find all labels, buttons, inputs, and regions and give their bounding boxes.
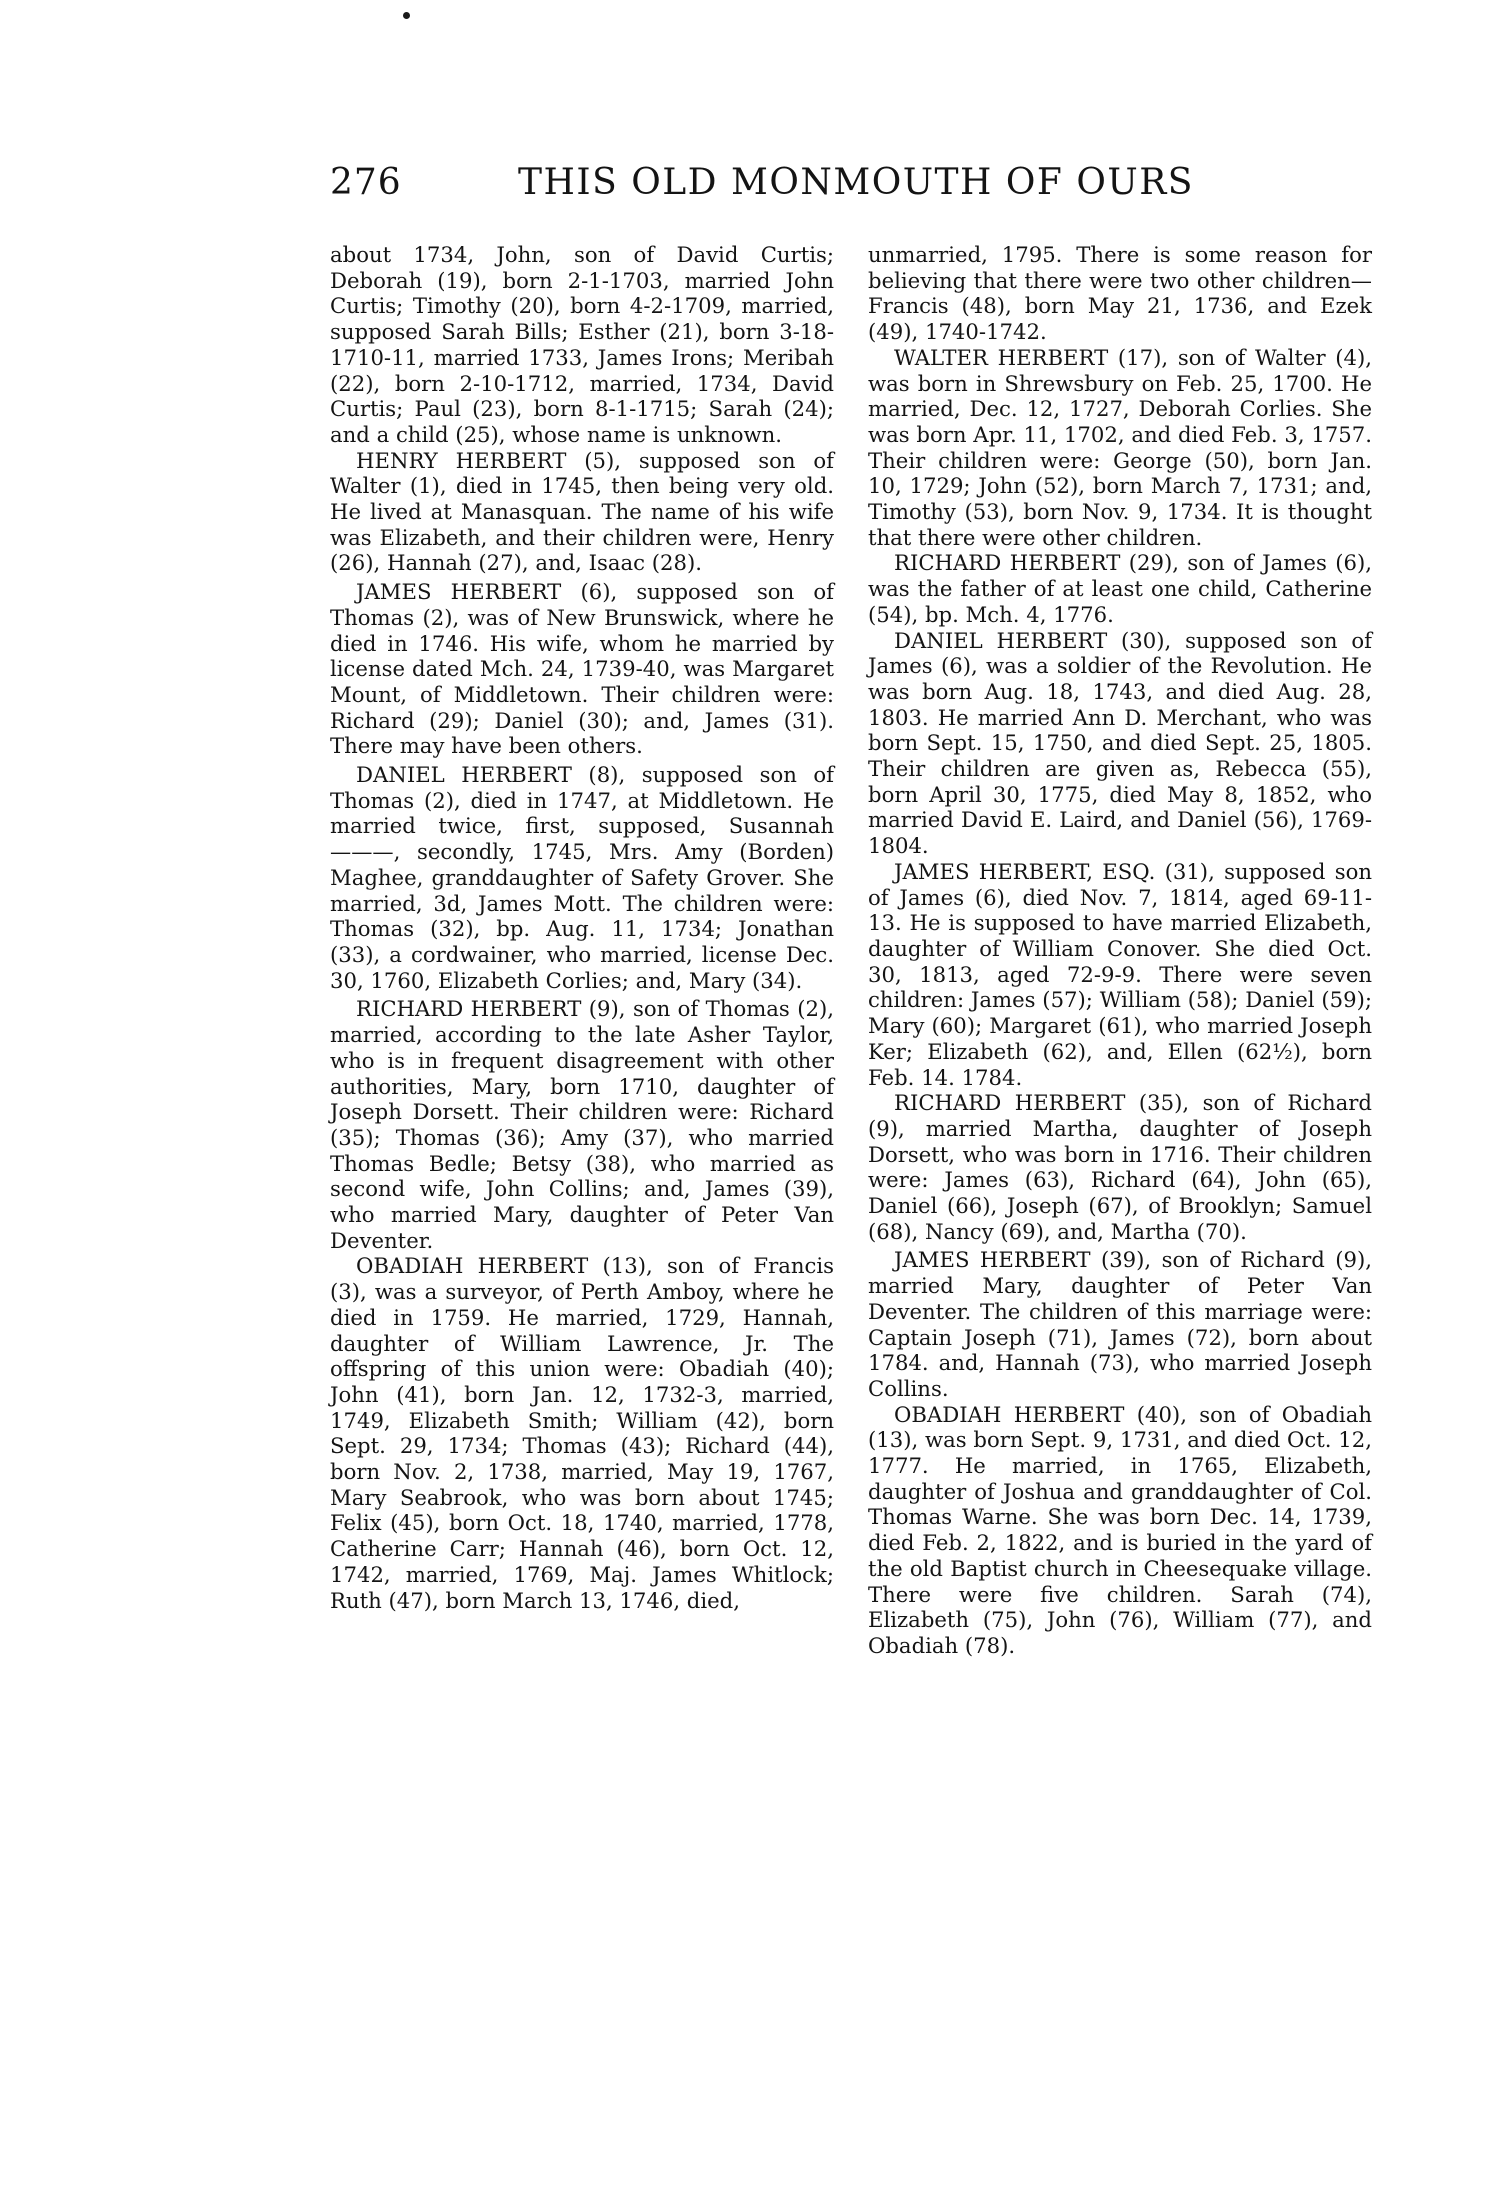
paragraph-ruth-continuation: unmarried, 1795. There is some reason for believing that there were two other children—Francis (48), born May 21, 1736, and Ezek (49), 1740-1742. (868, 242, 1372, 345)
paragraph-james-herbert-31: JAMES HERBERT, ESQ. (31), supposed son of James (6), died Nov. 7, 1814, aged 69-11-13. He is supposed to have married Elizabeth, daughter of William Conover. She died Oct. 30, 1813, aged 72-9-9. There were seven children: James (57); William (58); Daniel (59); Mary (60); Margaret (61), who married Joseph Ker; Elizabeth (62), and, Ellen (62½), born Feb. 14. 1784. (868, 858, 1372, 1090)
paragraph-james-herbert-39: JAMES HERBERT (39), son of Richard (9), married Mary, daughter of Peter Van Deventer. The children of this marriage were: Captain Joseph (71), James (72), born about 1784. and, Hannah (73), who married Joseph Collins. (868, 1247, 1372, 1401)
paragraph-henry-herbert-5: HENRY HERBERT (5), supposed son of Walter (1), died in 1745, then being very old. He lived at Manasquan. The name of his wife was Elizabeth, and their children were, Henry (26), Hannah (27), and, Isaac (28). (330, 447, 834, 576)
paragraph-curtis-continuation: about 1734, John, son of David Curtis; Deborah (19), born 2-1-1703, married John Curtis; Timothy (20), born 4-2-1709, married, supposed Sarah Bills; Esther (21), born 3-18-1710-11, married 1733, James Irons; Meribah (22), born 2-10-1712, married, 1734, David Curtis; Paul (23), born 8-1-1715; Sarah (24); and a child (25), whose name is unknown. (330, 242, 834, 447)
ink-speck (403, 12, 410, 19)
paragraph-richard-herbert-35: RICHARD HERBERT (35), son of Richard (9), married Martha, daughter of Joseph Dorsett, who was born in 1716. Their children were: James (63), Richard (64), John (65), Daniel (66), Joseph (67), of Brooklyn; Samuel (68), Nancy (69), and, Martha (70). (868, 1090, 1372, 1244)
paragraph-walter-herbert-17: WALTER HERBERT (17), son of Walter (4), was born in Shrewsbury on Feb. 25, 1700. He married, Dec. 12, 1727, Deborah Corlies. She was born Apr. 11, 1702, and died Feb. 3, 1757. Their children were: George (50), born Jan. 10, 1729; John (52), born March 7, 1731; and, Timothy (53), born Nov. 9, 1734. It is thought that there were other children. (868, 344, 1372, 550)
left-column (330, 242, 834, 1613)
paragraph-james-herbert-6: JAMES HERBERT (6), supposed son of Thomas (2), was of New Brunswick, where he died in 1746. His wife, whom he married by license dated Mch. 24, 1739-40, was Margaret Mount, of Middletown. Their children were: Richard (29); Daniel (30); and, James (31). There may have been others. (330, 579, 834, 759)
page-header (330, 162, 1380, 212)
running-title: THIS OLD MONMOUTH OF OURS (518, 162, 1194, 203)
paragraph-richard-herbert-9: RICHARD HERBERT (9), son of Thomas (2), married, according to the late Asher Taylor, who is in frequent disagreement with other authorities, Mary, born 1710, daughter of Joseph Dorsett. Their children were: Richard (35); Thomas (36); Amy (37), who married Thomas Bedle; Betsy (38), who married as second wife, John Collins; and, James (39), who married Mary, daughter of Peter Van Deventer. (330, 996, 834, 1253)
paragraph-obadiah-herbert-40: OBADIAH HERBERT (40), son of Obadiah (13), was born Sept. 9, 1731, and died Oct. 12, 1777. He married, in 1765, Elizabeth, daughter of Joshua and granddaughter of Col. Thomas Warne. She was born Dec. 14, 1739, died Feb. 2, 1822, and is buried in the yard of the old Baptist church in Cheesequake village. There were five children. Sarah (74), Elizabeth (75), John (76), William (77), and Obadiah (78). (868, 1401, 1372, 1658)
paragraph-daniel-herbert-8: DANIEL HERBERT (8), supposed son of Thomas (2), died in 1747, at Middletown. He married twice, first, supposed, Susannah ———, secondly, 1745, Mrs. Amy (Borden) Maghee, granddaughter of Safety Grover. She married, 3d, James Mott. The children were: Thomas (32), bp. Aug. 11, 1734; Jonathan (33), a cordwainer, who married, license Dec. 30, 1760, Elizabeth Corlies; and, Mary (34). (330, 762, 834, 993)
paragraph-daniel-herbert-30: DANIEL HERBERT (30), supposed son of James (6), was a soldier of the Revolution. He was born Aug. 18, 1743, and died Aug. 28, 1803. He married Ann D. Merchant, who was born Sept. 15, 1750, and died Sept. 25, 1805. Their children are given as, Rebecca (55), born April 30, 1775, died May 8, 1852, who married David E. Laird, and Daniel (56), 1769-1804. (868, 627, 1372, 859)
right-column (868, 242, 1372, 1659)
paragraph-obadiah-herbert-13: OBADIAH HERBERT (13), son of Francis (3), was a surveyor, of Perth Amboy, where he died in 1759. He married, 1729, Hannah, daughter of William Lawrence, Jr. The offspring of this union were: Obadiah (40); John (41), born Jan. 12, 1732-3, married, 1749, Elizabeth Smith; William (42), born Sept. 29, 1734; Thomas (43); Richard (44), born Nov. 2, 1738, married, May 19, 1767, Mary Seabrook, who was born about 1745; Felix (45), born Oct. 18, 1740, married, 1778, Catherine Carr; Hannah (46), born Oct. 12, 1742, married, 1769, Maj. James Whitlock; Ruth (47), born March 13, 1746, died, (330, 1253, 834, 1613)
page-number: 276 (330, 162, 402, 203)
paragraph-richard-herbert-29: RICHARD HERBERT (29), son of James (6), was the father of at least one child, Catherine (54), bp. Mch. 4, 1776. (868, 550, 1372, 627)
